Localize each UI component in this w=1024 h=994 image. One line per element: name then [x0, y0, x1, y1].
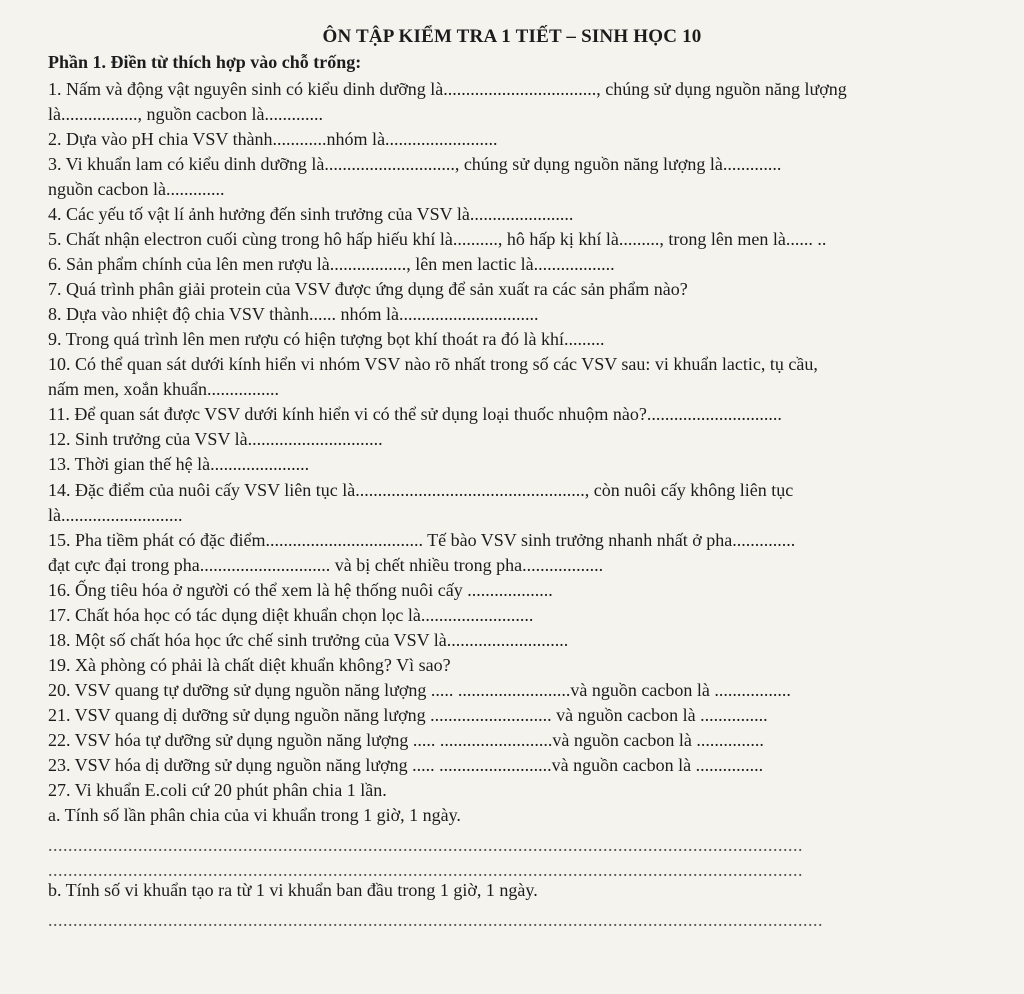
question-line: nấm men, xoắn khuẩn................ [48, 379, 279, 399]
question-line: 14. Đặc điểm của nuôi cấy VSV liên tục là..................................................., còn nuôi cấy không liên tục [48, 480, 794, 500]
question-line: 1. Nấm và động vật nguyên sinh có kiểu dinh dưỡng là.................................., chúng sử dụng nguồn năng lượng [48, 79, 847, 99]
question-line: 7. Quá trình phân giải protein của VSV được ứng dụng để sản xuất ra các sản phẩm nào? [48, 279, 688, 299]
question-line: là................., nguồn cacbon là............. [48, 104, 323, 124]
answer-dotted-line: ....................................................................................................................................................... [48, 860, 803, 880]
question-line: 19. Xà phòng có phải là chất diệt khuẩn không? Vì sao? [48, 655, 451, 675]
question-line: đạt cực đại trong pha............................. và bị chết nhiều trong pha.................. [48, 555, 604, 575]
question-line: 23. VSV hóa dị dưỡng sử dụng nguồn năng lượng ..... .........................và nguồn cacbon là ............... [48, 755, 764, 775]
question-line: 9. Trong quá trình lên men rượu có hiện tượng bọt khí thoát ra đó là khí......... [48, 329, 605, 349]
question-line: 10. Có thể quan sát dưới kính hiển vi nhóm VSV nào rõ nhất trong số các VSV sau: vi khuẩn lactic, tụ cầu, [48, 354, 818, 374]
page-title: ÔN TẬP KIỂM TRA 1 TIẾT – SINH HỌC 10 [322, 26, 702, 47]
question-line: 4. Các yếu tố vật lí ảnh hưởng đến sinh trưởng của VSV là....................... [48, 204, 574, 224]
question-line: 20. VSV quang tự dưỡng sử dụng nguồn năng lượng ..... .........................và nguồn cacbon là ................. [48, 680, 791, 700]
question-line: 2. Dựa vào pH chia VSV thành............nhóm là......................... [48, 129, 498, 149]
answer-dotted-line: ........................................................................................................................................................... [48, 910, 823, 930]
question-line: 15. Pha tiềm phát có đặc điểm................................... Tế bào VSV sinh trưởng nhanh nhất ở pha.............. [48, 530, 796, 550]
section-heading: Phần 1. Điền từ thích hợp vào chỗ trống: [48, 52, 362, 72]
question-line: 17. Chất hóa học có tác dụng diệt khuẩn chọn lọc là......................... [48, 605, 534, 625]
question-line: 21. VSV quang dị dưỡng sử dụng nguồn năng lượng ........................... và nguồn cacbon là ............... [48, 705, 768, 725]
question-line: nguồn cacbon là............. [48, 179, 225, 199]
question-line: 5. Chất nhận electron cuối cùng trong hô hấp hiếu khí là.........., hô hấp kị khí là........., trong lên men là...... .. [48, 229, 827, 249]
question-line: 13. Thời gian thế hệ là...................... [48, 454, 310, 474]
question-line: 6. Sản phẩm chính của lên men rượu là................., lên men lactic là.................. [48, 254, 615, 274]
question-line: 8. Dựa vào nhiệt độ chia VSV thành...... nhóm là............................... [48, 304, 539, 324]
answer-dotted-line: ....................................................................................................................................................... [48, 835, 803, 855]
question-line: 12. Sinh trưởng của VSV là.............................. [48, 429, 383, 449]
question-line: 22. VSV hóa tự dưỡng sử dụng nguồn năng lượng ..... .........................và nguồn cacbon là ............... [48, 730, 764, 750]
question-line: b. Tính số vi khuẩn tạo ra từ 1 vi khuẩn ban đầu trong 1 giờ, 1 ngày. [48, 880, 538, 900]
question-line: 18. Một số chất hóa học ức chế sinh trưởng của VSV là........................... [48, 630, 569, 650]
question-line: a. Tính số lần phân chia của vi khuẩn trong 1 giờ, 1 ngày. [48, 805, 461, 825]
question-line: 27. Vi khuẩn E.coli cứ 20 phút phân chia 1 lần. [48, 780, 387, 800]
question-line: 16. Ống tiêu hóa ở người có thể xem là hệ thống nuôi cấy ................... [48, 580, 553, 600]
question-line: 11. Để quan sát được VSV dưới kính hiển vi có thể sử dụng loại thuốc nhuộm nào?.............................. [48, 404, 782, 424]
question-line: là........................... [48, 505, 183, 525]
question-line: 3. Vi khuẩn lam có kiểu dinh dưỡng là............................., chúng sử dụng nguồn năng lượng là............. [48, 154, 782, 174]
